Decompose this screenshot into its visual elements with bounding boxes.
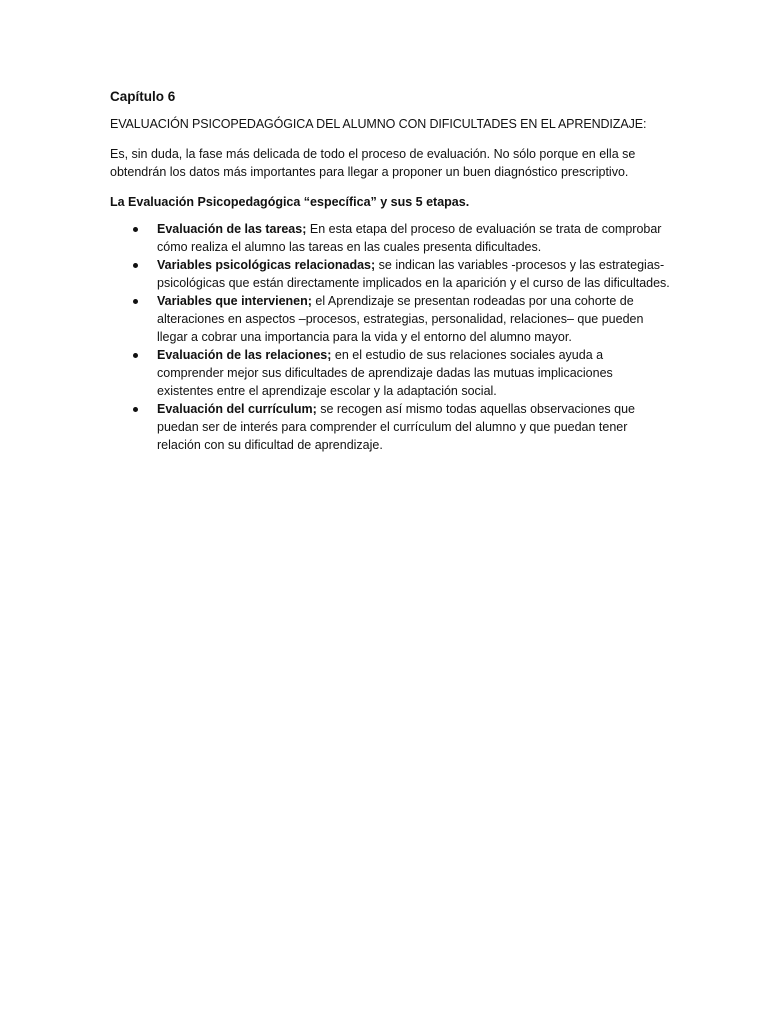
stage-text: se indican las variables -procesos y las estrategias- psicológicas que están directamente implicados en la aparición y el curso de las dificultades. bbox=[157, 258, 670, 290]
bullet-icon bbox=[133, 227, 138, 232]
stage-text: el Aprendizaje se presentan rodeadas por una cohorte de alteraciones en aspectos –procesos, estrategias, personalidad, relaciones– que pueden llegar a cobrar una importancia para la vida y el entorno del alumno mayor. bbox=[157, 294, 644, 344]
stages-subheading: La Evaluación Psicopedagógica “específica” y sus 5 etapas. bbox=[110, 195, 470, 209]
stage-term: Evaluación de las tareas; bbox=[157, 222, 307, 236]
list-item bbox=[110, 256, 670, 292]
document-page bbox=[110, 88, 670, 454]
bullet-icon bbox=[133, 263, 138, 268]
list-item bbox=[110, 400, 670, 454]
stage-text: se recogen así mismo todas aquellas observaciones que puedan ser de interés para comprender el currículum del alumno y que puedan tener relación con su dificultad de aprendizaje. bbox=[157, 402, 636, 452]
bullet-icon bbox=[133, 299, 138, 304]
chapter-title: Capítulo 6 bbox=[110, 89, 176, 104]
list-item bbox=[110, 220, 670, 256]
bullet-icon bbox=[133, 353, 138, 358]
stages-list bbox=[110, 220, 670, 454]
stage-text: en el estudio de sus relaciones sociales ayuda a comprender mejor sus dificultades de aprendizaje dadas las mutuas implicaciones existentes entre el aprendizaje escolar y la adaptación social. bbox=[157, 348, 613, 398]
stage-term: Evaluación de las relaciones; bbox=[157, 348, 332, 362]
stage-term: Variables que intervienen; bbox=[157, 294, 312, 308]
stage-text: En esta etapa del proceso de evaluación se trata de comprobar cómo realiza el alumno las tareas en las cuales presenta dificultades. bbox=[157, 222, 662, 254]
section-heading: EVALUACIÓN PSICOPEDAGÓGICA DEL ALUMNO CON DIFICULTADES EN EL APRENDIZAJE: bbox=[110, 117, 647, 131]
list-item bbox=[110, 292, 670, 346]
stage-term: Variables psicológicas relacionadas; bbox=[157, 258, 376, 272]
bullet-icon bbox=[133, 407, 138, 412]
stage-term: Evaluación del currículum; bbox=[157, 402, 317, 416]
list-item bbox=[110, 346, 670, 400]
intro-paragraph: Es, sin duda, la fase más delicada de todo el proceso de evaluación. No sólo porque en ella se obtendrán los datos más importantes para llegar a proponer un buen diagnóstico prescriptivo. bbox=[110, 147, 636, 179]
